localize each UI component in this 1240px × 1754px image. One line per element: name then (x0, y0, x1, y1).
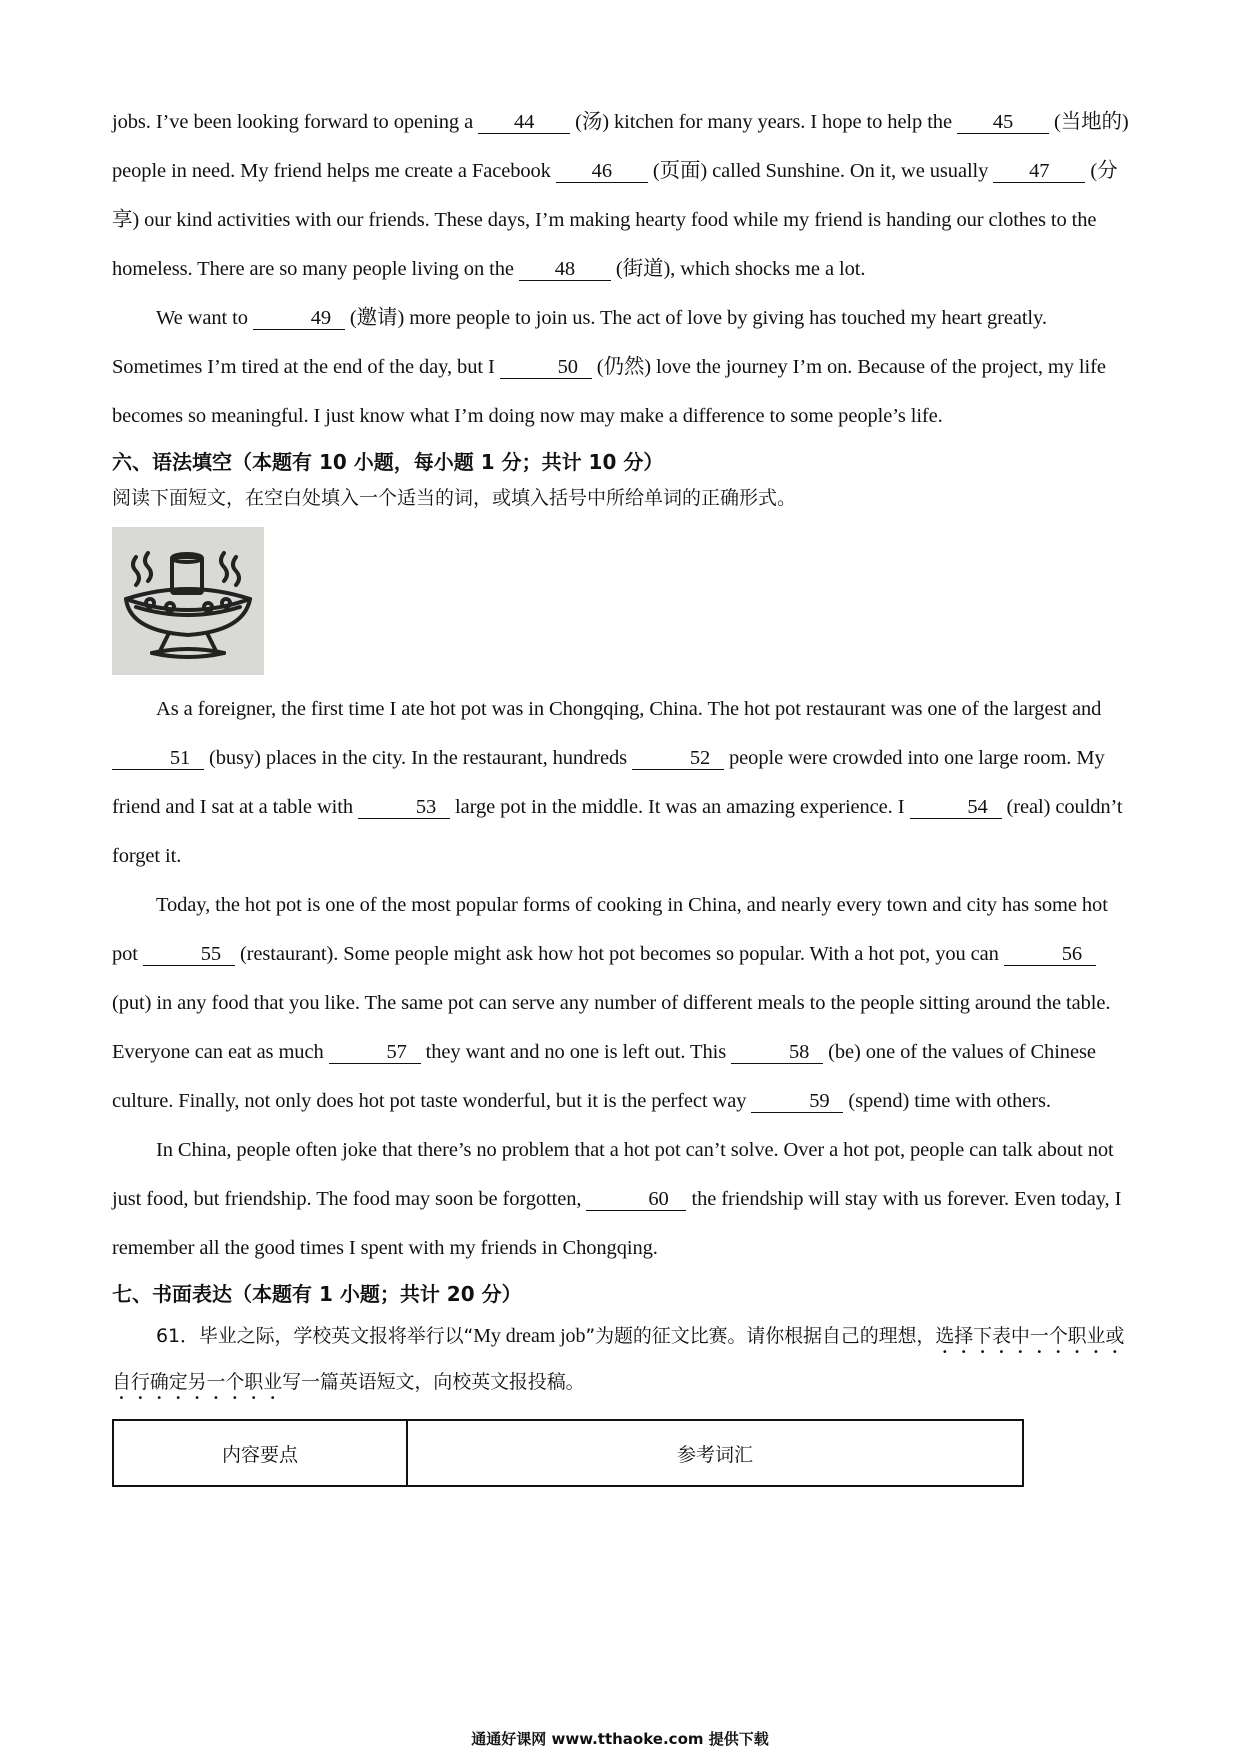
section-seven-heading: 七、书面表达（本题有 1 小题；共计 20 分） (112, 1282, 522, 1306)
table-header-reference-vocab: 参考词汇 (407, 1420, 1023, 1486)
text: (仍然) love the journey I’m on. Because of the project, my life becomes so meaningful. I just know what I’m doing now may make a difference to some people’s life. (112, 356, 1106, 427)
text: In China, people often joke that there’s no problem that a hot pot can’t solve. Over a hot pot, people can talk about not just food, but friendship. The food may soon be forgotten, (112, 1139, 1114, 1210)
paragraph-today (112, 881, 1132, 1126)
hot-pot-image (112, 527, 264, 675)
blank-56[interactable]: 56 (1004, 943, 1096, 966)
page-footer: 通通好课网 www.tthaoke.com 提供下载 (471, 1730, 769, 1748)
text: 写一篇英语短文，向校英文报投稿。 (282, 1371, 585, 1393)
blank-47[interactable]: 47 (993, 160, 1085, 183)
text: large pot in the middle. It was an amazing experience. I (450, 796, 910, 818)
writing-table (112, 1419, 1024, 1487)
text: (spend) time with others. (843, 1090, 1051, 1112)
text: (街道), which shocks me a lot. (610, 258, 866, 280)
text: (busy) places in the city. In the restaurant, hundreds (204, 747, 632, 769)
text: ”为题的征文比赛。请你根据自己的理想， (585, 1325, 936, 1347)
text: Today, the hot pot is one of the most popular forms of cooking in China, and nearly every town and city has some hot pot (112, 894, 1108, 965)
blank-46[interactable]: 46 (556, 160, 648, 183)
text: (当地的) people in need. My friend helps me create a Facebook (112, 111, 1129, 182)
emphasized-text: 选择下表中一个职业或自行确定另一个职业 (112, 1325, 1125, 1393)
blank-50[interactable]: 50 (500, 356, 592, 379)
blank-54[interactable]: 54 (910, 796, 1002, 819)
text: jobs. I’ve been looking forward to opening a (112, 111, 479, 133)
table-row (113, 1420, 1023, 1486)
blank-49[interactable]: 49 (253, 307, 345, 330)
question-61 (112, 1313, 1132, 1405)
text: (real) couldn’t forget it. (112, 796, 1123, 867)
text: 61．毕业之际，学校英文报将举行以“ (156, 1325, 474, 1347)
blank-58[interactable]: 58 (731, 1041, 823, 1064)
blank-45[interactable]: 45 (957, 111, 1049, 134)
paragraph-in-china (112, 1126, 1132, 1273)
blank-57[interactable]: 57 (329, 1041, 421, 1064)
blank-48[interactable]: 48 (519, 258, 611, 281)
text: (页面) called Sunshine. On it, we usually (647, 160, 994, 182)
blank-60[interactable]: 60 (586, 1188, 686, 1211)
topic-text: My dream job (473, 1325, 586, 1347)
text: people were crowded into one large room. My friend and I sat at a table with (112, 747, 1105, 818)
blank-51[interactable]: 51 (112, 747, 204, 770)
paragraph-we-want (112, 294, 1132, 441)
paragraph-foreigner (112, 685, 1132, 881)
text: We want to (156, 307, 253, 329)
section-six-instruction: 阅读下面短文，在空白处填入一个适当的词，或填入括号中所给单词的正确形式。 (112, 487, 797, 509)
text: (be) one of the values of Chinese culture. Finally, not only does hot pot taste wonderful, but it is the perfect way (112, 1041, 1096, 1112)
document-page (112, 98, 1132, 1487)
text: they want and no one is left out. This (420, 1041, 732, 1063)
text: As a foreigner, the first time I ate hot pot was in Chongqing, China. The hot pot restaurant was one of the largest and (156, 698, 1102, 720)
text: the friendship will stay with us forever. Even today, I remember all the good times I spent with my friends in Chongqing. (112, 1188, 1122, 1259)
text: (汤) kitchen for many years. I hope to help the (570, 111, 957, 133)
text: (put) in any food that you like. The same pot can serve any number of different meals to the people sitting around the table. Everyone can eat as much (112, 992, 1111, 1063)
table-header-content-points: 内容要点 (113, 1420, 407, 1486)
blank-44[interactable]: 44 (478, 111, 570, 134)
blank-59[interactable]: 59 (751, 1090, 843, 1113)
paragraph-passage-end (112, 98, 1132, 294)
text: (邀请) more people to join us. The act of love by giving has touched my heart greatly. Sometimes I’m tired at the end of the day, but I (112, 307, 1047, 378)
blank-52[interactable]: 52 (632, 747, 724, 770)
section-six-heading: 六、语法填空（本题有 10 小题，每小题 1 分；共计 10 分） (112, 450, 664, 474)
text: (分享) our kind activities with our friends. These days, I’m making hearty food while my friend is handing our clothes to the homeless. There are so many people living on the (112, 160, 1118, 280)
blank-53[interactable]: 53 (358, 796, 450, 819)
text: (restaurant). Some people might ask how hot pot becomes so popular. With a hot pot, you can (234, 943, 1004, 965)
blank-55[interactable]: 55 (143, 943, 235, 966)
